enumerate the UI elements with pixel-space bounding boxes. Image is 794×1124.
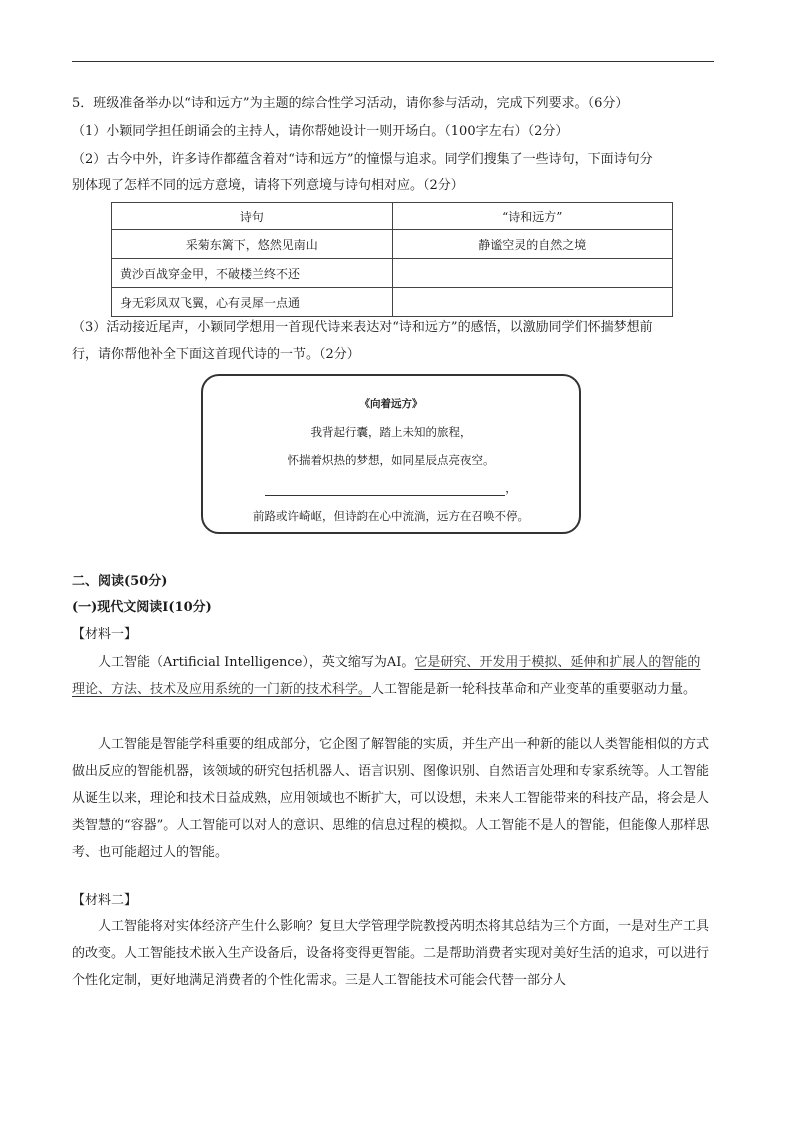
top-rule: [72, 61, 714, 62]
table-cell-realm-blank[interactable]: [392, 259, 673, 288]
table-header-poem: 诗句: [112, 203, 393, 230]
q5-sub1: （1）小颖同学担任朗诵会的主持人，请你帮她设计一则开场白。（100字左右）（2分）: [72, 124, 569, 139]
table-cell-poem: 采菊东篱下，悠然见南山: [112, 230, 393, 259]
material-1-label: 【材料一】: [72, 627, 138, 642]
poem-box: [201, 374, 581, 534]
poem-line-4: 前路或许崎岖，但诗韵在心中流淌，远方在召唤不停。: [253, 509, 529, 523]
material-1-paragraph-1: [72, 649, 712, 703]
q5-sub2-line2: 别体现了怎样不同的远方意境，请将下列意境与诗句相对应。（2分）: [72, 178, 464, 193]
q5-stem: 5．班级准备举办以“诗和远方”为主题的综合性学习活动，请你参与活动，完成下列要求。（6分）: [72, 96, 629, 111]
poem-blank-line[interactable]: [203, 480, 579, 496]
material-1-paragraph-2: 人工智能是智能学科重要的组成部分，它企图了解智能的实质，并生产出一种新的能以人类智能相似的方式做出反应的智能机器，该领域的研究包括机器人、语言识别、图像识别、自然语言处理和专家系统等。人工智能从诞生以来，理论和技术日益成熟，应用领域也不断扩大，可以设想，未来人工智能带来的科技产品，将会是人类智慧的“容器”。人工智能可以对人的意识、思维的信息过程的模拟。人工智能不是人的智能，但能像人那样思考、也可能超过人的智能。: [72, 737, 710, 860]
poem-title: 《向着远方》: [359, 398, 423, 410]
poem-blank-comma: ，: [505, 481, 517, 495]
table-header-row: [112, 203, 673, 230]
poem-line-2: 怀揣着炽热的梦想，如同星辰点亮夜空。: [287, 453, 495, 467]
poem-matching-table: [111, 202, 673, 317]
poem-blank[interactable]: [265, 483, 505, 496]
table-row: [112, 288, 673, 317]
q5-sub3-line1: （3）活动接近尾声，小颖同学想用一首现代诗来表达对“诗和远方”的感悟，以激励同学们怀揣梦想前: [72, 320, 653, 335]
table-header-realm: “诗和远方”: [392, 203, 673, 230]
m1p1-underlined-definition: 它是研究、开发用于模拟、延伸和扩展人的智能的理论、方法、技术及应用系统的一门新的技术科学。: [72, 655, 701, 697]
q5-sub3-line2: 行，请你帮他补全下面这首现代诗的一节。（2分）: [72, 347, 360, 362]
table-row: [112, 230, 673, 259]
table-row: [112, 259, 673, 288]
section-reading-heading: 二、阅读(50分): [72, 574, 168, 589]
m1p1-tail: 人工智能是新一轮科技革命和产业变革的重要驱动力量。: [371, 682, 697, 697]
m1p1-intro: 人工智能（Artificial Intelligence），英文缩写为AI。: [98, 655, 415, 670]
poem-line-1: 我背起行囊，踏上未知的旅程，: [310, 425, 472, 439]
table-cell-realm-blank[interactable]: [392, 288, 673, 317]
q5-sub2-line1: （2）古今中外，许多诗作都蕴含着对“诗和远方”的憧憬与追求。同学们搜集了一些诗句，下面诗句分: [72, 152, 653, 167]
table-cell-poem: 黄沙百战穿金甲，不破楼兰终不还: [112, 259, 393, 288]
subsection-modern-reading: (一)现代文阅读Ⅰ(10分): [72, 600, 212, 615]
material-2-paragraph-1: 人工智能将对实体经济产生什么影响？复旦大学管理学院教授芮明杰将其总结为三个方面，一是对生产工具的改变。人工智能技术嵌入生产设备后，设备将变得更智能。二是帮助消费者实现对美好生活的追求，可以进行个性化定制，更好地满足消费者的个性化需求。三是人工智能技术可能会代替一部分人: [72, 919, 710, 988]
material-2-label: 【材料二】: [72, 893, 138, 908]
table-cell-poem: 身无彩凤双飞翼，心有灵犀一点通: [112, 288, 393, 317]
table-cell-realm: 静谧空灵的自然之境: [392, 230, 673, 259]
